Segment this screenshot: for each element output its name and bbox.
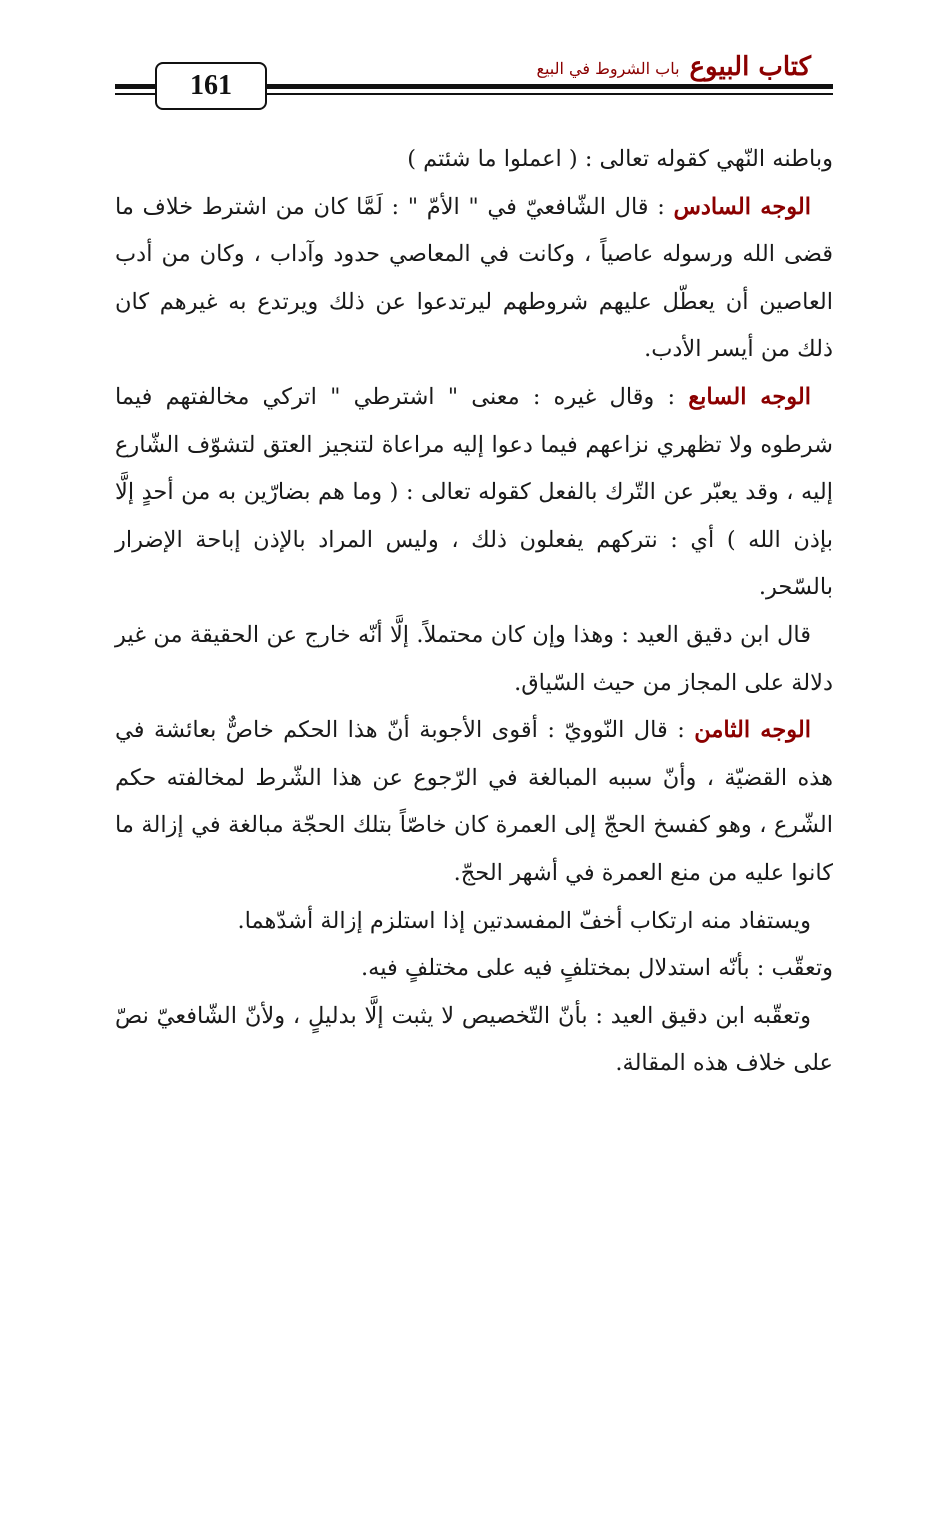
paragraph-2 — [115, 184, 833, 374]
section-label-eighth: الوجه الثامن — [694, 717, 811, 744]
paragraph-text: وباطنه النّهي كقوله تعالى : ( اعملوا ما شئتم ) — [407, 146, 833, 172]
paragraph-5 — [115, 707, 833, 897]
paragraph-text: قال ابن دقيق العيد : وهذا وإن كان محتملاً. إلَّا أنّه خارج عن الحقيقة من غير دلالة على المجاز من حيث السّياق. — [115, 621, 833, 696]
paragraph-3 — [115, 374, 833, 612]
page-header — [115, 50, 833, 114]
paragraph-text: : وقال غيره : معنى " اشترطي " اتركي مخالفتهم فيما شرطوه ولا تظهري نزاعهم فيما دعوا إليه مراعاة لتنجيز العتق لتشوّف الشّارع إليه ، وقد يعبّر عن التّرك بالفعل كقوله تعالى : ( وما هم بضارّين به من أحدٍ إلَّا بإذن الله ) أي : نتركهم يفعلون ذلك ، وليس المراد بالإذن إباحة الإضرار بالسّحر. — [115, 383, 833, 601]
paragraph-8 — [115, 993, 833, 1088]
paragraph-text: ويستفاد منه ارتكاب أخفّ المفسدتين إذا استلزم إزالة أشدّهما. — [237, 907, 811, 934]
page-body — [115, 136, 833, 1088]
paragraph-4 — [115, 612, 833, 707]
paragraph-7 — [115, 945, 833, 993]
section-label-seventh: الوجه السابع — [688, 383, 811, 410]
paragraph-1 — [115, 136, 833, 184]
paragraph-text: : قال النّوويّ : أقوى الأجوبة أنّ هذا الحكم خاصٌّ بعائشة في هذه القضيّة ، وأنّ سببه المبالغة في الرّجوع عن هذا الشّرط لمخالفته حكم الشّرع ، وهو كفسخ الحجّ إلى العمرة كان خاصّاً بتلك الحجّة مبالغة في إزالة ما كانوا عليه من منع العمرة في أشهر الحجّ. — [115, 717, 833, 886]
paragraph-text: وتعقّب : بأنّه استدلال بمختلفٍ فيه على مختلفٍ فيه. — [360, 955, 833, 982]
section-label-sixth: الوجه السادس — [673, 193, 811, 220]
chapter-title: باب الشروط في البيع — [536, 59, 680, 78]
paragraph-text: وتعقّبه ابن دقيق العيد : بأنّ التّخصيص لا يثبت إلَّا بدليلٍ ، ولأنّ الشّافعيّ نصّ على خلاف هذه المقالة. — [115, 1002, 833, 1077]
paragraph-text: : قال الشّافعيّ في " الأمّ " : لَمَّا كان من اشترط خلاف ما قضى الله ورسوله عاصياً ، وكانت في المعاصي حدود وآداب ، وكان من أدب العاصين أن يعطّل عليهم شروطهم ليرتدعوا عن ذلك ويرتدع به غيرهم كان ذلك من أيسر الأدب. — [115, 193, 833, 363]
paragraph-6 — [115, 898, 833, 946]
book-title: كتاب البيوع — [689, 52, 811, 82]
running-head — [536, 50, 811, 84]
page-number: 161 — [155, 62, 267, 110]
